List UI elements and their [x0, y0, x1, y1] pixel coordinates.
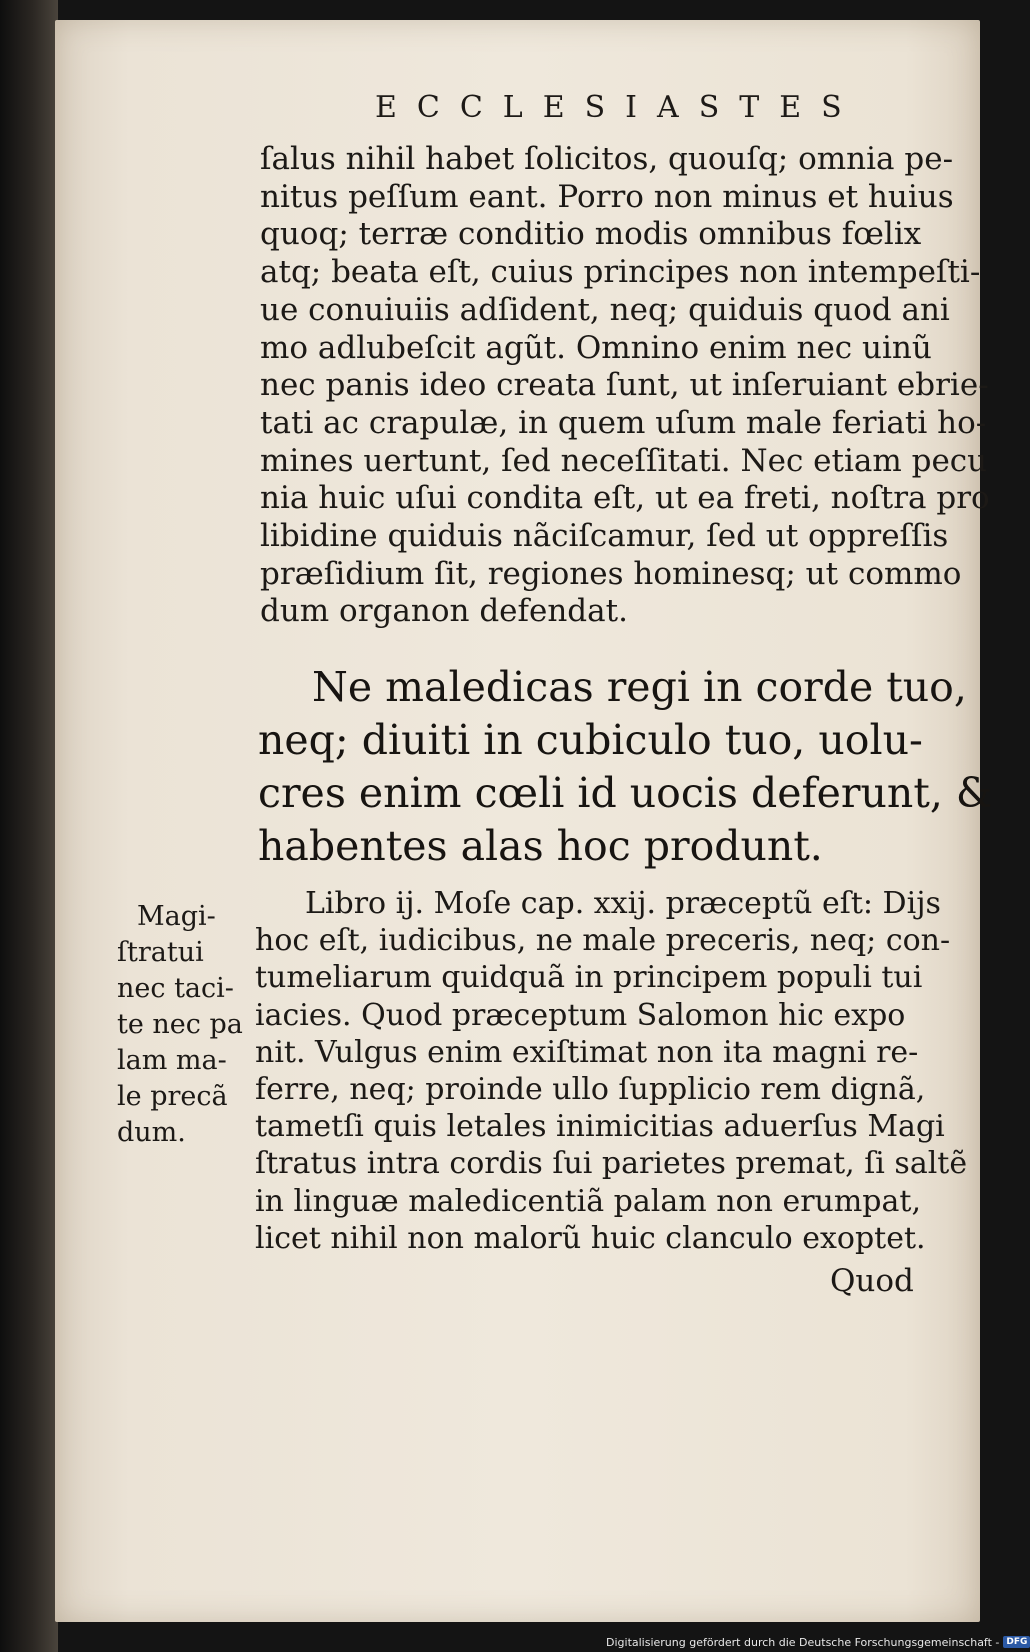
lemma-line: neq; diuiti in cubiculo tuo, uolu-	[258, 716, 923, 764]
marginal-line: ſtratui	[117, 937, 204, 968]
text-line: nec panis ideo creata ſunt, ut inſeruiant ebrie-	[260, 367, 989, 404]
lemma-line: cres enim cœli id uocis deferunt, &	[258, 769, 993, 817]
text-line: in linguæ maledicentiã palam non erumpat,	[255, 1183, 921, 1219]
text-line: nit. Vulgus enim exiſtimat non ita magni re-	[255, 1034, 919, 1070]
text-line: ue conuiuiis adſident, neq; quiduis quod ani	[260, 291, 950, 328]
catchword: Quod	[830, 1263, 914, 1299]
lemma-line: habentes alas hoc produnt.	[258, 822, 823, 870]
text-line: quoq; terræ conditio modis omnibus fœlix	[260, 216, 922, 253]
text-line: ſalus nihil habet ſolicitos, quouſq; omnia pe-	[260, 141, 954, 177]
text-line: libidine quiduis nãciſcamur, ſed ut oppreſſis	[260, 518, 949, 555]
text-line: licet nihil non malorũ huic clanculo exoptet.	[255, 1220, 926, 1256]
text-line: tumeliarum quidquã in principem populi tui	[255, 960, 923, 996]
commentary-top	[260, 141, 990, 631]
marginal-line: nec taci-	[117, 973, 234, 1004]
text-line: nitus peſſum eant. Porro non minus et huius	[260, 178, 954, 215]
commentary-bottom	[255, 885, 968, 1257]
text-line: dum organon defendat.	[260, 593, 628, 630]
lemma-line: Ne maledicas regi in corde tuo,	[312, 663, 967, 711]
credit-text: Digitalisierung gefördert durch die Deutsche Forschungsgemeinschaft -	[606, 1635, 1000, 1649]
dfg-logo: DFG	[1003, 1636, 1030, 1648]
text-line: ferre, neq; proinde ullo ſupplicio rem dignã,	[255, 1072, 926, 1108]
marginal-line: le precã	[117, 1081, 228, 1112]
running-head: ECCLESIASTES	[375, 90, 862, 125]
text-line: præſidium ſit, regiones hominesq; ut commo	[260, 555, 962, 592]
marginal-line: dum.	[117, 1117, 186, 1148]
text-line: Libro ij. Moſe cap. xxij. præceptũ eſt: Dijs	[305, 886, 941, 921]
text-line: tametſi quis letales inimicitias aduerſus Magi	[255, 1109, 945, 1145]
marginal-line: Magi-	[137, 901, 216, 932]
text-line: mines uertunt, ſed neceſſitati. Nec etiam pecu	[260, 442, 988, 479]
text-line: iacies. Quod præceptum Salomon hic expo	[255, 997, 906, 1033]
book-edge	[0, 0, 58, 1652]
text-line: ſtratus intra cordis ſui parietes premat, ſi saltẽ	[255, 1146, 968, 1182]
scripture-lemma	[258, 661, 993, 873]
text-line: tati ac crapulæ, in quem uſum male feriati ho-	[260, 404, 987, 441]
digitization-credit	[606, 1633, 1028, 1651]
text-line: nia huic uſui condita eſt, ut ea freti, noſtra pro	[260, 480, 990, 517]
text-line: hoc eſt, iudicibus, ne male preceris, neq; con-	[255, 923, 951, 959]
text-line: atq; beata eſt, cuius principes non intempeſti-	[260, 254, 981, 291]
text-line: mo adlubeſcit agũt. Omnino enim nec uinũ	[260, 329, 932, 366]
marginal-note	[117, 899, 249, 1151]
marginal-line: lam ma-	[117, 1045, 227, 1076]
marginal-line: te nec pa	[117, 1009, 243, 1040]
